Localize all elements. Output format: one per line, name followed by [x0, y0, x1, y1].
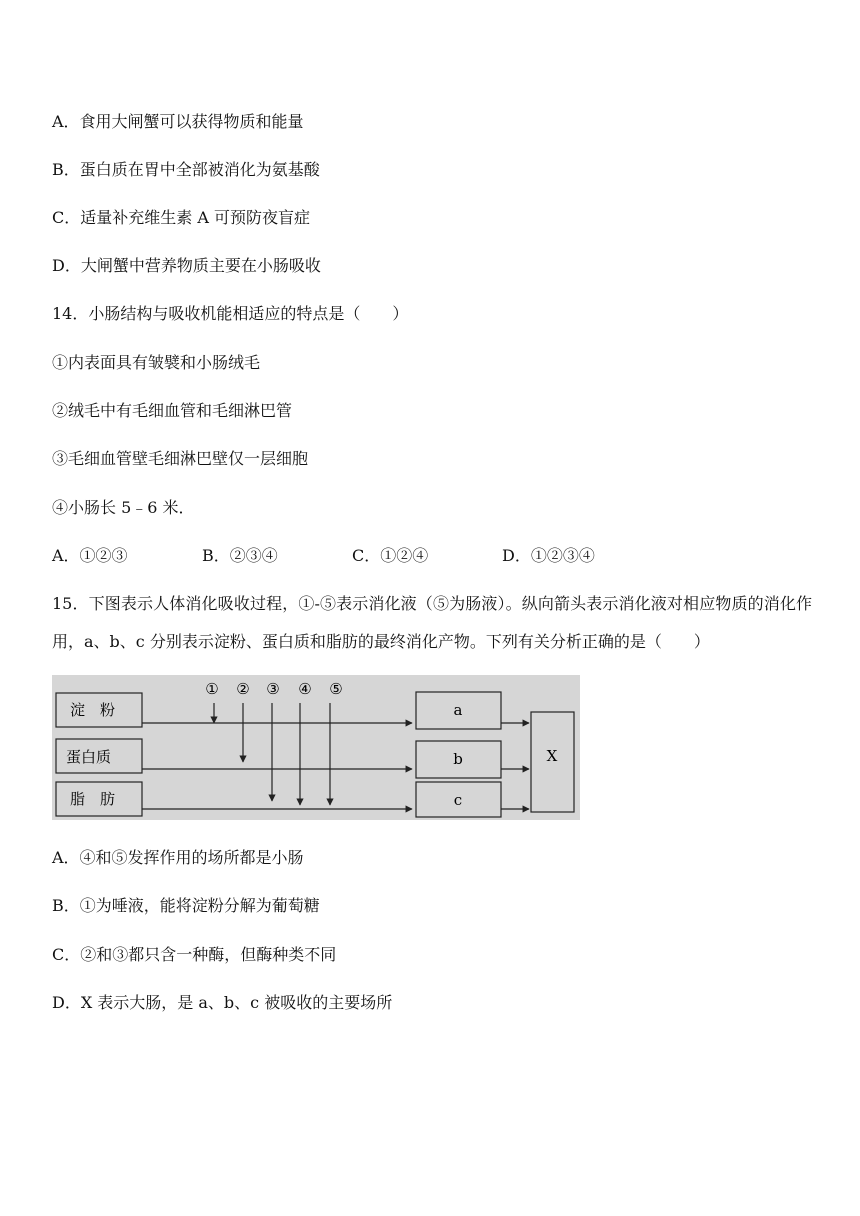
- substance-label-starch: 淀 粉: [70, 701, 116, 719]
- q13-option-b: B．蛋白质在胃中全部被消化为氨基酸: [52, 160, 320, 179]
- final-label-x: X: [546, 747, 558, 765]
- q15-option-a: A．④和⑤发挥作用的场所都是小肠: [52, 848, 304, 867]
- q13-option-d: D．大闸蟹中营养物质主要在小肠吸收: [52, 256, 321, 275]
- q14-option-b: B．②③④: [202, 546, 278, 565]
- juice-label-3: ③: [266, 680, 280, 698]
- digestion-diagram: [52, 675, 580, 820]
- q15-option-b: B．①为唾液，能将淀粉分解为葡萄糖: [52, 896, 320, 915]
- q14-option-d: D．①②③④: [502, 546, 595, 565]
- q14-stem: 14．小肠结构与吸收机能相适应的特点是（ ）: [52, 304, 409, 323]
- substance-label-protein: 蛋白质: [66, 748, 112, 766]
- q14-item-2: ②绒毛中有毛细血管和毛细淋巴管: [52, 401, 293, 420]
- substance-label-fat: 脂 肪: [70, 790, 116, 808]
- q15-option-c: C．②和③都只含一种酶，但酶种类不同: [52, 945, 337, 964]
- product-label-a: a: [453, 701, 463, 719]
- q13-option-c: C．适量补充维生素 A 可预防夜盲症: [52, 208, 310, 227]
- q15-stem: 15．下图表示人体消化吸收过程，①-⑤表示消化液（⑤为肠液）。纵向箭头表示消化液对相应物质的消化作用，a、b、c 分别表示淀粉、蛋白质和脂肪的最终消化产物。下列有关分析正确的是（ ）: [52, 594, 812, 651]
- juice-label-5: ⑤: [329, 680, 343, 698]
- q14-option-c: C．①②④: [352, 546, 429, 565]
- q13-option-a: A．食用大闸蟹可以获得物质和能量: [52, 112, 304, 131]
- juice-label-1: ①: [205, 680, 219, 698]
- juice-label-2: ②: [236, 680, 250, 698]
- q14-option-a: A．①②③: [52, 546, 128, 565]
- q14-item-4: ④小肠长 5﹣6 米．: [52, 498, 195, 517]
- product-label-b: b: [453, 750, 463, 768]
- q15-option-d: D．X 表示大肠，是 a、b、c 被吸收的主要场所: [52, 993, 393, 1012]
- q14-item-3: ③毛细血管壁毛细淋巴壁仅一层细胞: [52, 449, 309, 468]
- juice-label-4: ④: [298, 680, 312, 698]
- product-label-c: c: [453, 791, 463, 809]
- q14-item-1: ①内表面具有皱襞和小肠绒毛: [52, 353, 261, 372]
